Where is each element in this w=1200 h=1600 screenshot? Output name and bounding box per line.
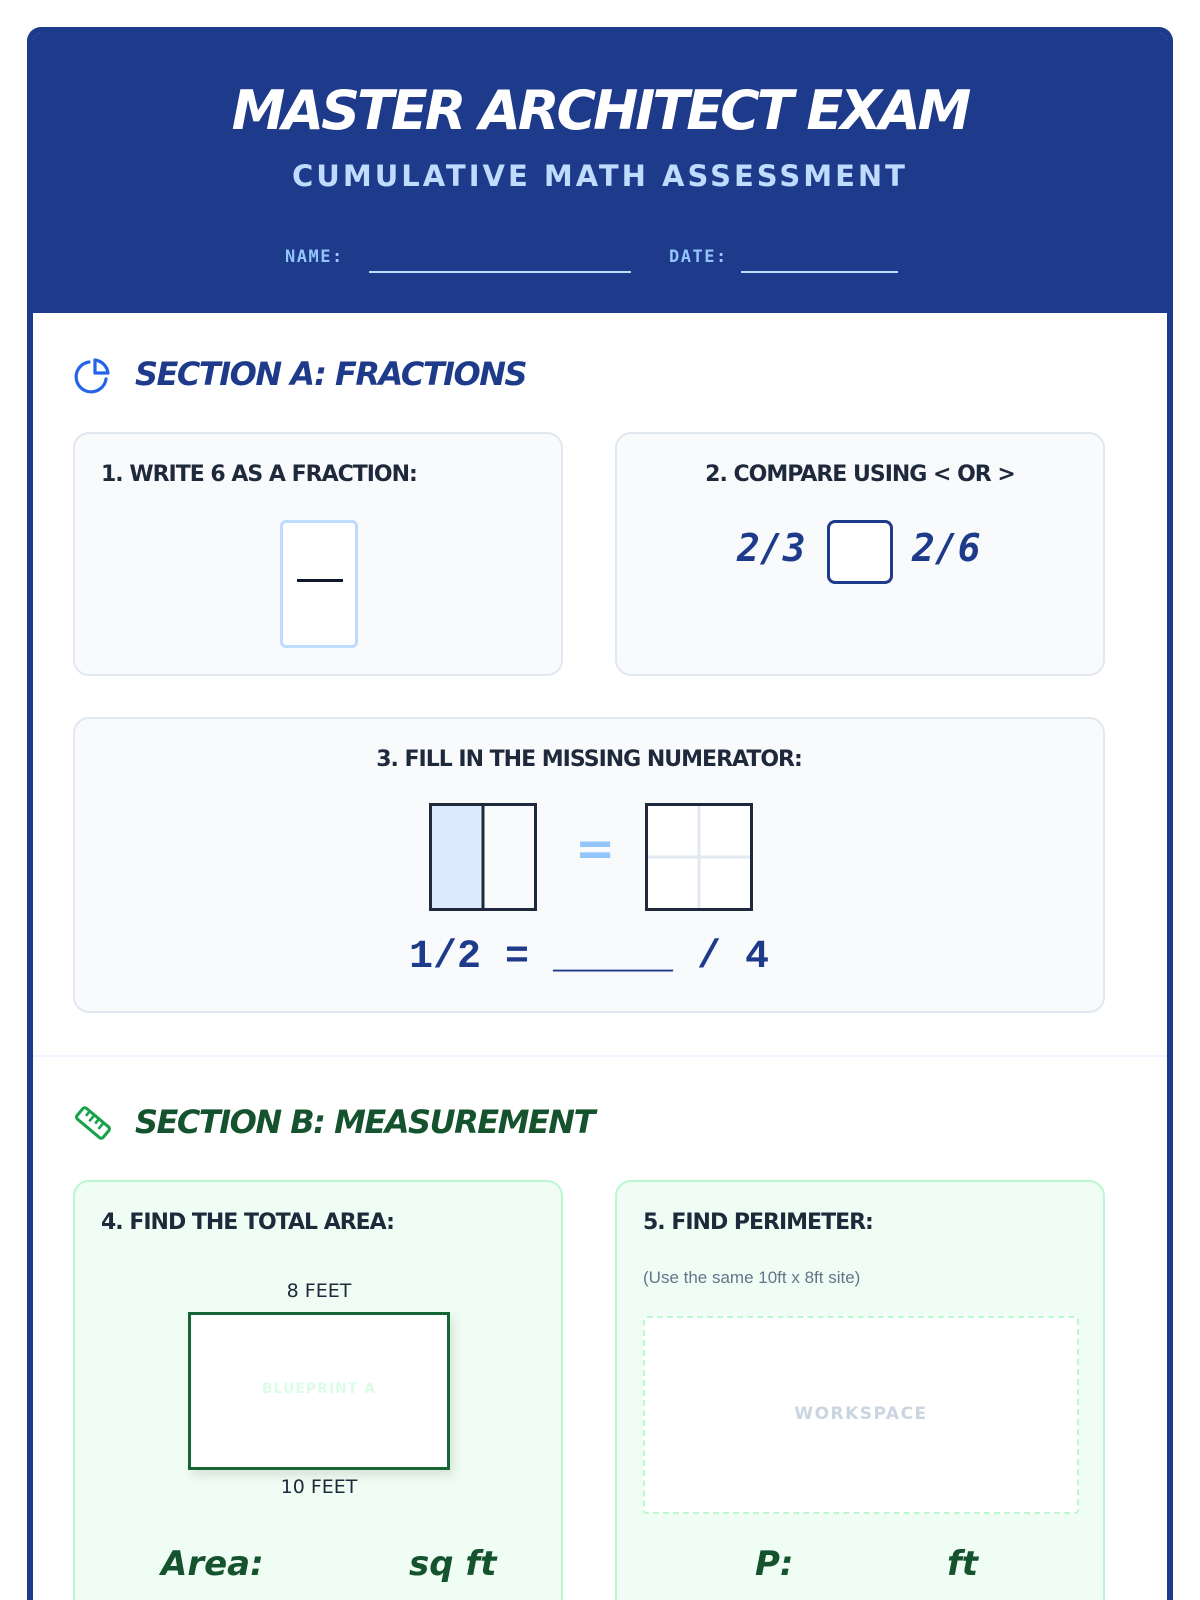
question-3-label: 3. FILL IN THE MISSING NUMERATOR:: [376, 747, 802, 772]
question-4-label: 4. FIND THE TOTAL AREA:: [101, 1210, 394, 1235]
equals-sign: =: [575, 821, 616, 877]
section-b-title: SECTION B: MEASUREMENT: [135, 1103, 594, 1141]
name-label: NAME:: [285, 247, 344, 267]
date-field-line[interactable]: [741, 271, 898, 273]
blueprint-label: BLUEPRINT A: [261, 1381, 377, 1397]
fraction-answer-box[interactable]: [280, 520, 358, 648]
blueprint-rectangle: [188, 1312, 450, 1470]
compare-answer-box[interactable]: [827, 520, 893, 584]
question-4-card: [73, 1180, 563, 1600]
perimeter-answer-prefix: P:: [755, 1544, 794, 1584]
section-divider: [33, 1055, 1167, 1057]
question-5-label: 5. FIND PERIMETER:: [643, 1210, 873, 1235]
exam-header: [33, 33, 1167, 313]
section-a-title: SECTION A: FRACTIONS: [135, 355, 527, 393]
perimeter-note: (Use the same 10ft x 8ft site): [643, 1268, 861, 1287]
fraction-equation: 1/2 = _____ / 4: [408, 935, 770, 980]
pie-chart-icon: [73, 355, 113, 395]
area-answer-prefix: Area:: [161, 1544, 264, 1584]
top-dimension-label: 8 FEET: [286, 1280, 352, 1302]
workspace-label: WORKSPACE: [794, 1404, 928, 1424]
ruler-icon: [73, 1103, 113, 1143]
question-3-card: [73, 717, 1105, 1013]
question-2-card: [615, 432, 1105, 676]
question-5-card: [615, 1180, 1105, 1600]
bottom-dimension-label: 10 FEET: [280, 1476, 358, 1498]
compare-left-fraction: 2/3: [737, 526, 806, 570]
halves-model: [429, 803, 537, 911]
perimeter-workspace[interactable]: [643, 1316, 1079, 1514]
compare-right-fraction: 2/6: [912, 526, 981, 570]
date-label: DATE:: [669, 247, 728, 267]
exam-sheet: [27, 27, 1173, 1600]
fraction-bar: [297, 579, 343, 582]
question-1-label: 1. WRITE 6 AS A FRACTION:: [101, 462, 417, 487]
exam-subtitle: CUMULATIVE MATH ASSESSMENT: [292, 159, 908, 193]
question-1-card: [73, 432, 563, 676]
exam-title: MASTER ARCHITECT EXAM: [231, 79, 969, 142]
shaded-half: [431, 805, 482, 910]
area-answer-unit: sq ft: [409, 1544, 497, 1584]
quarters-model: [645, 803, 753, 911]
question-2-label: 2. COMPARE USING < OR >: [705, 462, 1015, 487]
perimeter-answer-unit: ft: [947, 1544, 979, 1584]
name-field-line[interactable]: [369, 271, 631, 273]
